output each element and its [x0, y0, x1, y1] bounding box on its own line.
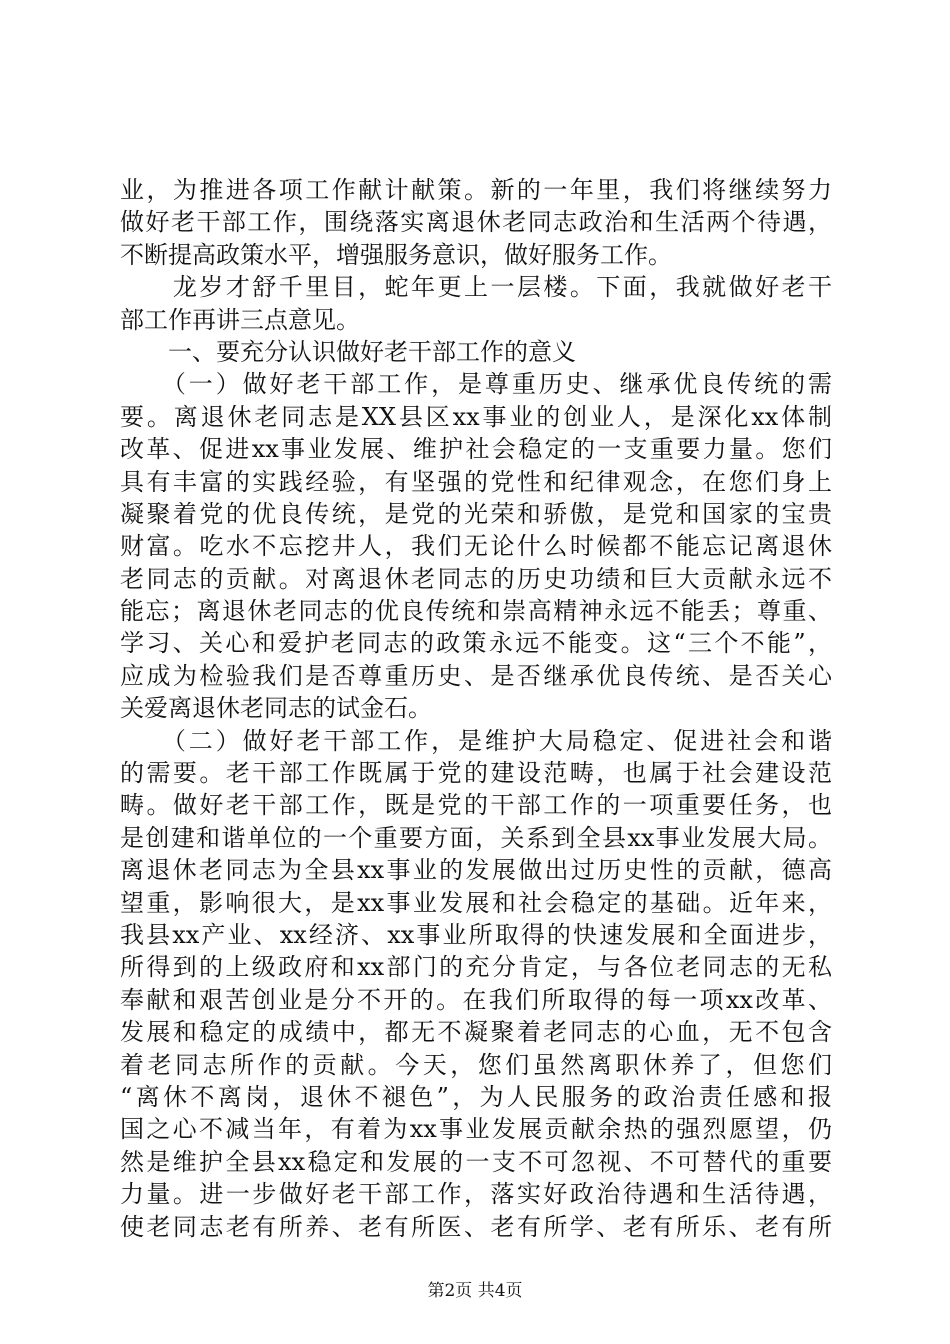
text-line: 老同志的贡献。对离退休老同志的历史功绩和巨大贡献永远不	[120, 564, 832, 593]
text-line: 业，为推进各项工作献计献策。新的一年里，我们将继续努力	[120, 176, 832, 204]
text-line: 龙岁才舒千里目，蛇年更上一层楼。下面，我就做好老干	[120, 273, 832, 302]
text-line: （二）做好老干部工作，是维护大局稳定、促进社会和谐	[120, 726, 832, 755]
text-line: 要。离退休老同志是XX县区xx事业的创业人，是深化xx体制	[120, 402, 832, 431]
text-line: 奉献和艰苦创业是分不开的。在我们所取得的每一项xx改革、	[120, 985, 832, 1014]
text-line: 不断提高政策水平，增强服务意识，做好服务工作。	[120, 240, 672, 269]
page-footer: 第2页 共4页	[427, 1281, 523, 1301]
text-line: “离休不离岗，退休不褪色”，为人民服务的政治责任感和报	[120, 1082, 832, 1111]
text-line: 应成为检验我们是否尊重历史、是否继承优良传统、是否关心	[120, 661, 832, 690]
text-line: （一）做好老干部工作，是尊重历史、继承优良传统的需	[120, 370, 832, 399]
text-line: 我县xx产业、xx经济、xx事业所取得的快速发展和全面进步，	[120, 920, 832, 949]
text-line: 的需要。老干部工作既属于党的建设范畴，也属于社会建设范	[120, 759, 832, 788]
text-line: 离退休老同志为全县xx事业的发展做出过历史性的贡献，德高	[120, 856, 832, 885]
text-line: 所得到的上级政府和xx部门的充分肯定，与各位老同志的无私	[120, 953, 832, 982]
text-line: 着老同志所作的贡献。今天，您们虽然离职休养了，但您们	[120, 1050, 832, 1079]
text-line: 能忘；离退休老同志的优良传统和崇高精神永远不能丢；尊重、	[120, 597, 832, 626]
text-line: 力量。进一步做好老干部工作，落实好政治待遇和生活待遇，	[120, 1180, 832, 1209]
text-line: 国之心不减当年，有着为xx事业发展贡献余热的强烈愿望，仍	[120, 1115, 832, 1144]
text-line: 改革、促进xx事业发展、维护社会稳定的一支重要力量。您们	[120, 435, 832, 464]
text-line: 财富。吃水不忘挖井人，我们无论什么时候都不能忘记离退休	[120, 532, 832, 561]
text-line: 学习、关心和爱护老同志的政策永远不能变。这“三个不能”，	[120, 629, 832, 658]
text-line: 是创建和谐单位的一个重要方面，关系到全县xx事业发展大局。	[120, 823, 832, 852]
text-line: 发展和稳定的成绩中，都无不凝聚着老同志的心血，无不包含	[120, 1018, 832, 1047]
text-line: 做好老干部工作，围绕落实离退休老同志政治和生活两个待遇，	[120, 208, 832, 237]
body-text	[120, 174, 832, 1243]
text-line: 使老同志老有所养、老有所医、老有所学、老有所乐、老有所	[120, 1212, 832, 1241]
text-line: 望重，影响很大，是xx事业发展和社会稳定的基础。近年来，	[120, 888, 832, 917]
text-line: 畴。做好老干部工作，既是党的干部工作的一项重要任务，也	[120, 791, 832, 820]
text-line: 关爱离退休老同志的试金石。	[120, 694, 432, 723]
text-line: 然是维护全县xx稳定和发展的一支不可忽视、不可替代的重要	[120, 1147, 832, 1176]
text-line: 部工作再讲三点意见。	[120, 305, 360, 334]
text-line: 一、要充分认识做好老干部工作的意义	[120, 337, 576, 366]
text-line: 凝聚着党的优良传统，是党的光荣和骄傲，是党和国家的宝贵	[120, 499, 832, 528]
text-line: 具有丰富的实践经验，有坚强的党性和纪律观念，在您们身上	[120, 467, 832, 496]
